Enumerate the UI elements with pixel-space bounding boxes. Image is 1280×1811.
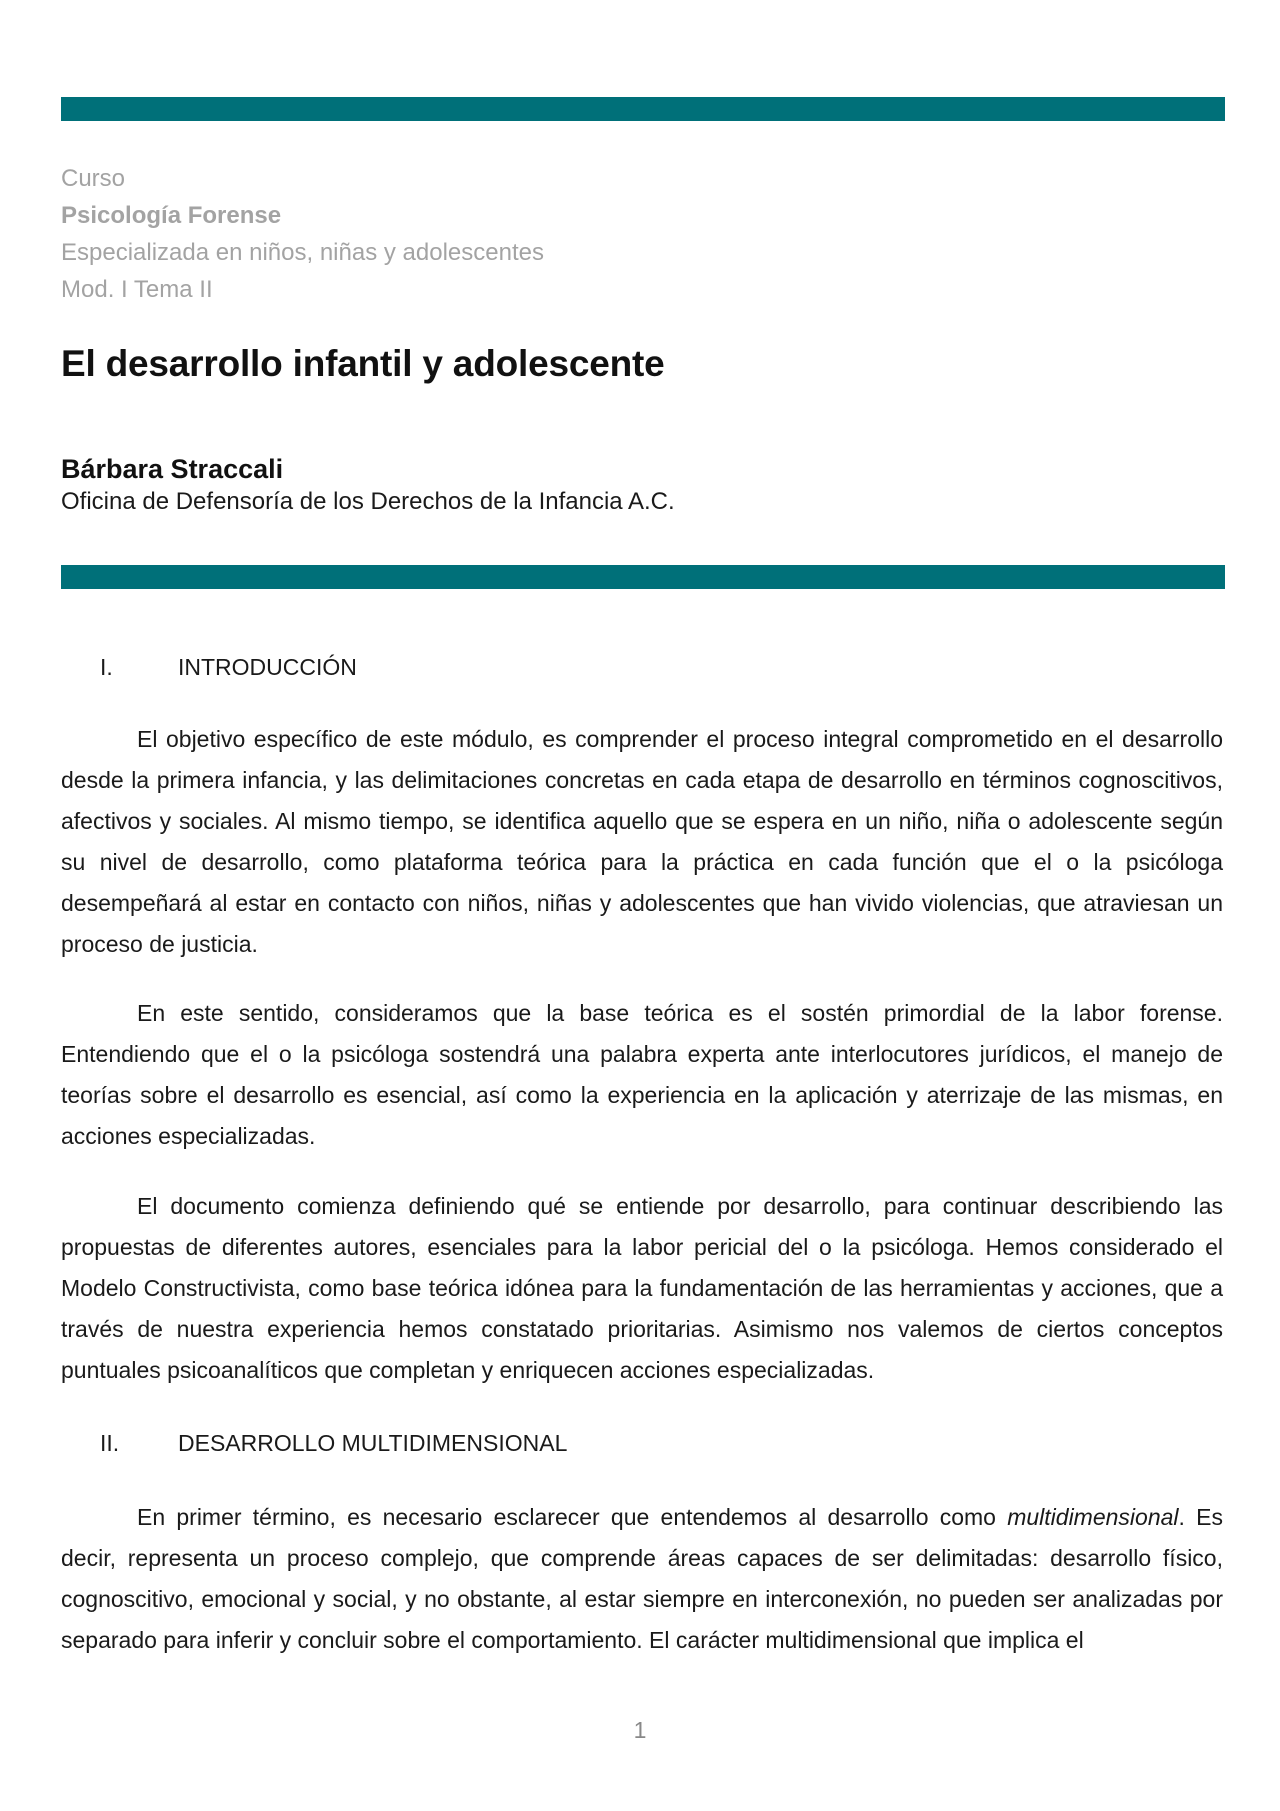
emphasized-term: multidimensional bbox=[1007, 1504, 1179, 1530]
author-affiliation: Oficina de Defensoría de los Derechos de la Infancia A.C. bbox=[61, 488, 675, 515]
section-title: DESARROLLO MULTIDIMENSIONAL bbox=[178, 1430, 568, 1456]
paragraph-text: En primer término, es necesario esclarecer que entendemos al desarrollo como bbox=[137, 1504, 996, 1530]
section-number: I. bbox=[100, 654, 113, 680]
top-accent-bar bbox=[61, 97, 1225, 121]
paragraph-text: . Es decir, representa un proceso complejo, que comprende áreas capaces de ser delimitadas: desarrollo físico, cognoscitivo, emocional y social, y no obstante, al estar siempre en interconexión, no pueden ser analizadas por separado para inferir y concluir sobre el comportamiento. El carácter multidimensional que implica el bbox=[61, 1504, 1223, 1653]
section-heading-introduccion bbox=[100, 652, 357, 682]
course-subtitle: Especializada en niños, niñas y adolescentes bbox=[61, 239, 544, 266]
paragraph: El documento comienza definiendo qué se entiende por desarrollo, para continuar describiendo las propuestas de diferentes autores, esenciales para la labor pericial del o la psicóloga. Hemos considerado el Modelo Constructivista, como base teórica idónea para la fundamentación de las herramientas y acciones, que a través de nuestra experiencia hemos constatado prioritarias. Asimismo nos valemos de ciertos conceptos puntuales psicoanalíticos que completan y enriquecen acciones especializadas. bbox=[61, 1193, 1223, 1383]
author-name: Bárbara Straccali bbox=[61, 454, 284, 484]
course-name: Psicología Forense bbox=[61, 202, 282, 229]
section-number: II. bbox=[100, 1430, 120, 1456]
paragraph: En este sentido, consideramos que la base teórica es el sostén primordial de la labor forense. Entendiendo que el o la psicóloga sostendrá una palabra experta ante interlocutores jurídicos, el manejo de teorías sobre el desarrollo es esencial, así como la experiencia en la aplicación y aterrizaje de las mismas, en acciones especializadas. bbox=[61, 1000, 1223, 1149]
page-number: 1 bbox=[633, 1717, 647, 1743]
module-label: Mod. I Tema II bbox=[61, 276, 213, 303]
section-heading-desarrollo-multidimensional bbox=[100, 1428, 567, 1458]
bottom-accent-bar bbox=[61, 565, 1225, 589]
paragraph: El objetivo específico de este módulo, es comprender el proceso integral comprometido en el desarrollo desde la primera infancia, y las delimitaciones concretas en cada etapa de desarrollo en términos cognoscitivos, afectivos y sociales. Al mismo tiempo, se identifica aquello que se espera en un niño, niña o adolescente según su nivel de desarrollo, como plataforma teórica para la práctica en cada función que el o la psicóloga desempeñará al estar en contacto con niños, niñas y adolescentes que han vivido violencias, que atraviesan un proceso de justicia. bbox=[61, 726, 1223, 957]
course-label: Curso bbox=[61, 165, 126, 192]
section-title: INTRODUCCIÓN bbox=[178, 654, 357, 680]
document-title: El desarrollo infantil y adolescente bbox=[61, 343, 665, 384]
course-header bbox=[61, 160, 544, 308]
paragraph bbox=[61, 1497, 1223, 1661]
